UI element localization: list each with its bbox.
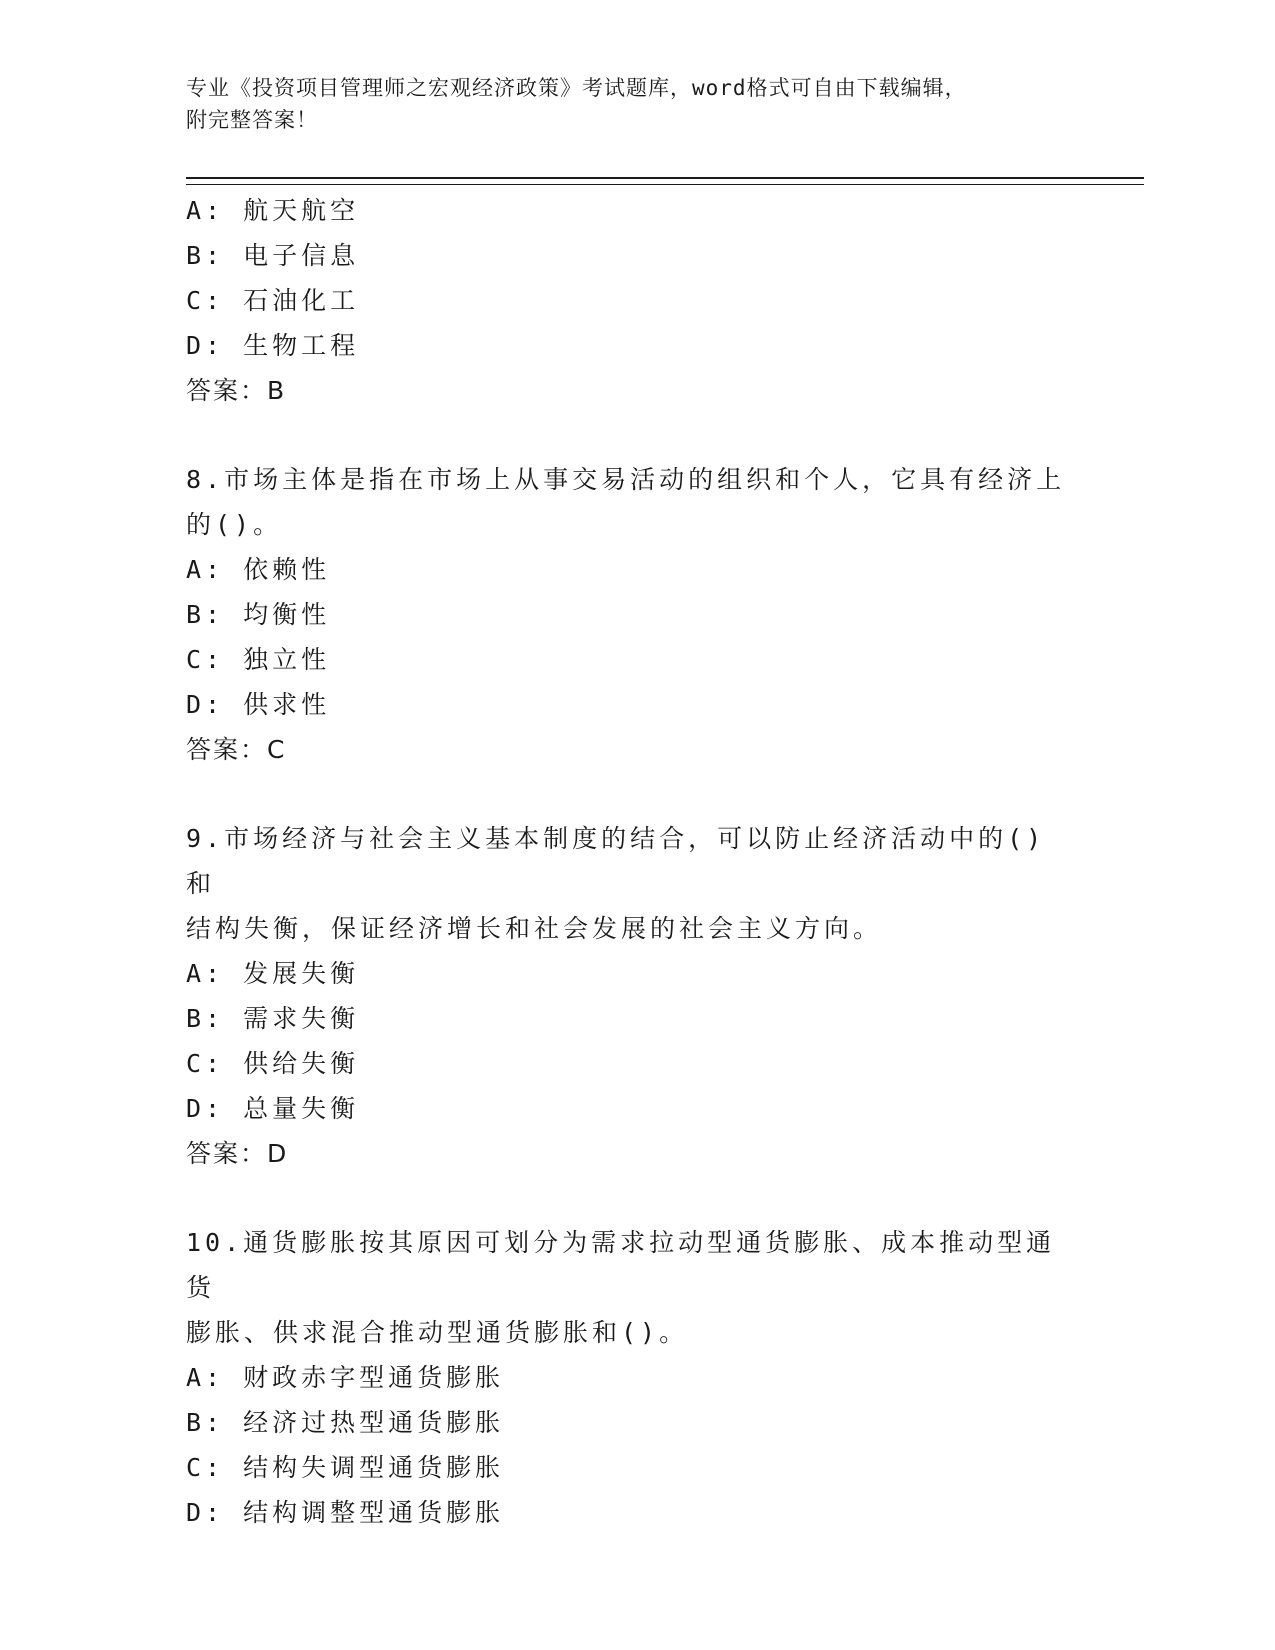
question-7-continued: [186, 188, 1066, 413]
question-8: [186, 457, 1066, 772]
answer: 答案：C: [186, 735, 287, 764]
stem-line: 8.市场主体是指在市场上从事交易活动的组织和个人，它具有经济上: [186, 465, 1066, 494]
option-b: B: 需求失衡: [186, 1004, 360, 1033]
document-header: [186, 72, 1056, 136]
option-c: C: 石油化工: [186, 286, 360, 315]
option-c: C: 结构失调型通货膨胀: [186, 1453, 505, 1482]
option-b: B: 均衡性: [186, 600, 331, 629]
question-stem: [186, 1220, 1066, 1355]
answer: 答案：D: [186, 1139, 289, 1168]
header-line-2: 附完整答案！: [186, 108, 318, 132]
option-d: D: 供求性: [186, 690, 331, 719]
option-c: C: 独立性: [186, 645, 331, 674]
question-9: [186, 816, 1066, 1176]
question-10: [186, 1220, 1066, 1535]
header-line-1: 专业《投资项目管理师之宏观经济政策》考试题库，word格式可自由下载编辑，: [186, 76, 967, 100]
answer: 答案：B: [186, 376, 287, 405]
option-a: A: 发展失衡: [186, 959, 360, 988]
option-c: C: 供给失衡: [186, 1049, 360, 1078]
stem-line: 膨胀、供求混合推动型通货膨胀和()。: [186, 1318, 689, 1347]
question-stem: [186, 816, 1066, 951]
option-d: D: 生物工程: [186, 331, 360, 360]
question-list: [186, 188, 1066, 1535]
option-b: B: 电子信息: [186, 241, 360, 270]
header-divider: [186, 177, 1144, 185]
stem-line: 结构失衡，保证经济增长和社会发展的社会主义方向。: [186, 914, 883, 943]
stem-line: 的()。: [186, 510, 283, 539]
question-stem: [186, 457, 1066, 547]
option-d: D: 总量失衡: [186, 1094, 360, 1123]
option-b: B: 经济过热型通货膨胀: [186, 1408, 505, 1437]
stem-line: 9.市场经济与社会主义基本制度的结合，可以防止经济活动中的()和: [186, 824, 1046, 898]
option-a: A: 财政赤字型通货膨胀: [186, 1363, 505, 1392]
option-a: A: 依赖性: [186, 555, 331, 584]
option-d: D: 结构调整型通货膨胀: [186, 1498, 505, 1527]
option-a: A: 航天航空: [186, 196, 360, 225]
stem-line: 10.通货膨胀按其原因可划分为需求拉动型通货膨胀、成本推动型通货: [186, 1228, 1056, 1302]
